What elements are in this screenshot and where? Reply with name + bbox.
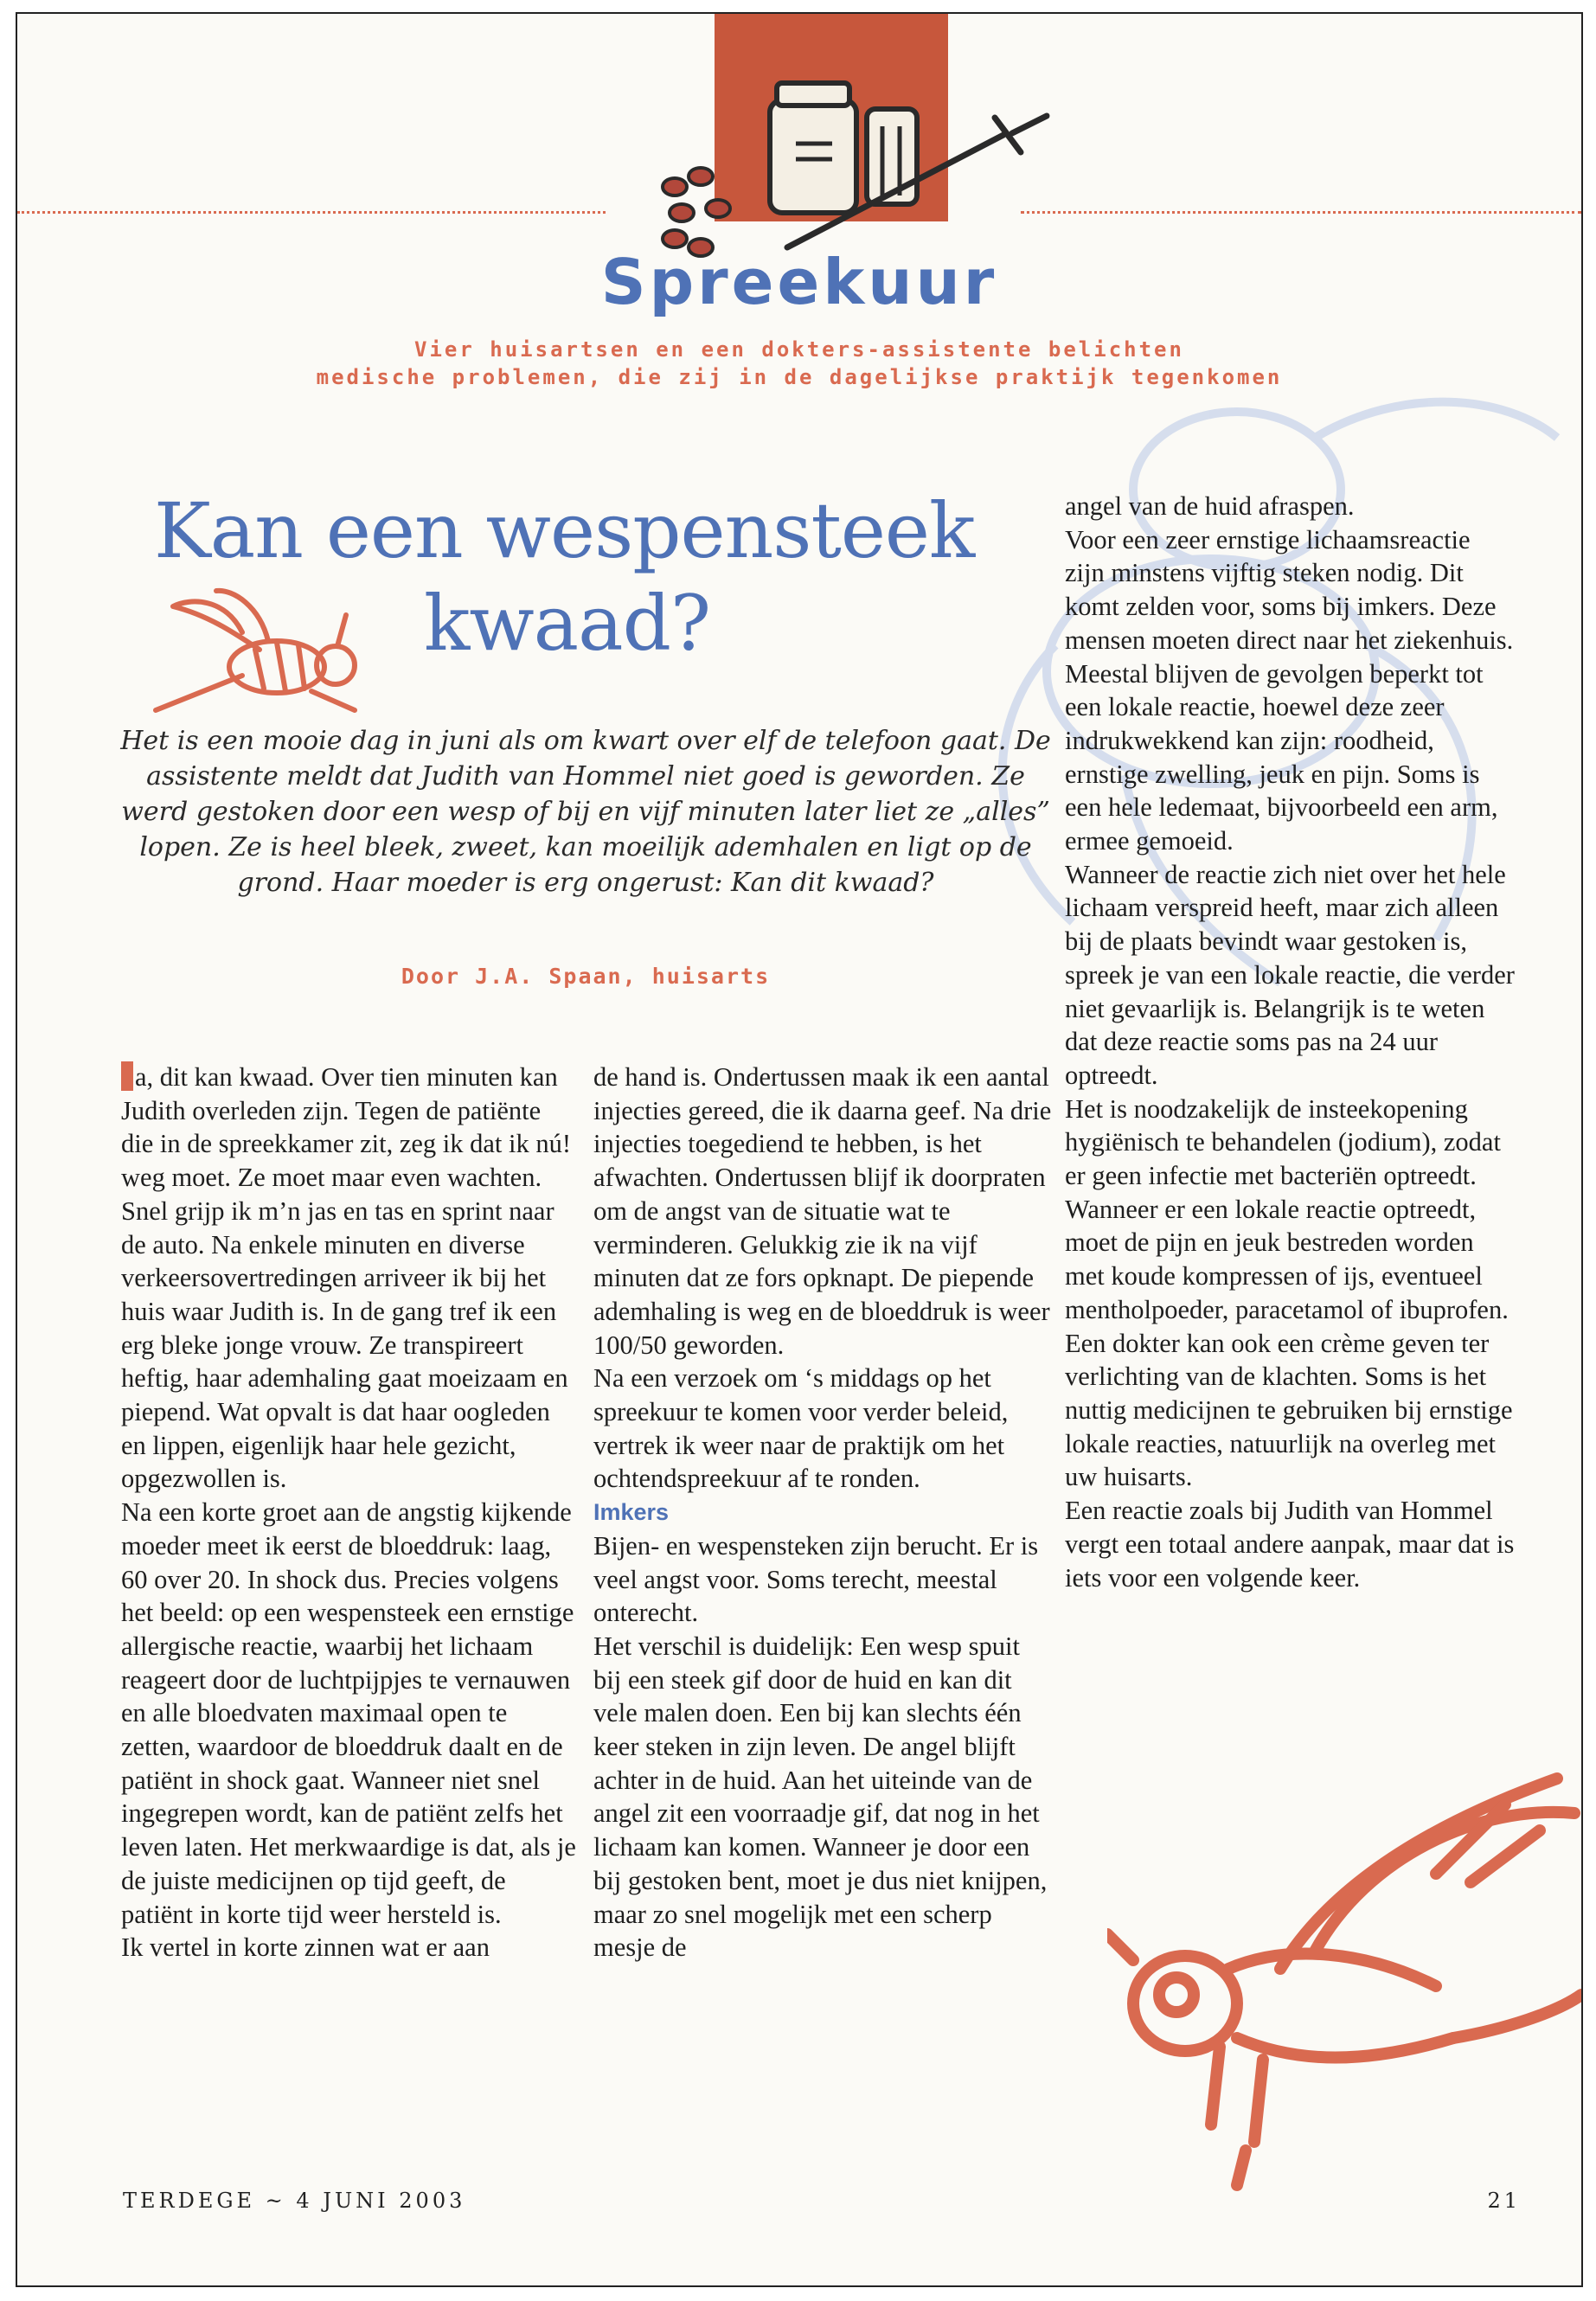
medicine-bottles-illustration [640,66,1073,265]
body-paragraph: Bijen- en wespensteken zijn berucht. Er is veel angst voor. Soms terecht, meestal onterecht. [593,1530,1039,1628]
footer-publication: TERDEGE ~ 4 JUNI 2003 [123,2189,466,2213]
body-column-3 [1065,490,1515,1594]
headline-line-1: Kan een wespensteek [154,486,975,575]
large-bee-illustration [1107,1753,1581,2202]
subheading: Imkers [593,1499,670,1526]
magazine-page [16,12,1583,2287]
body-paragraph: Ik vertel in korte zinnen wat er aan [121,1932,490,1963]
body-paragraph: Wanneer de reactie zich niet over het hele lichaam verspreid heeft, maar zich alleen bij de plaats bevindt waar gestoken is, spreek je van een lokale reactie, die verder niet gevaarlijk is. Belangrijk is te weten dat deze reactie soms pas na 24 uur optreedt. [1065,859,1515,1090]
byline: Door J.A. Spaan, huisarts [401,964,771,989]
body-paragraph: angel van de huid afraspen. [1065,491,1355,521]
body-paragraph: de hand is. Ondertussen maak ik een aantal injecties gereed, die ik daarna geef. Na drie injecties toegediend te hebben, is het afwachten. Ondertussen blijf ik doorpraten om de angst van de situatie wat te verminderen. Gelukkig zie ik na vijf minuten dat ze fors opknapt. De piepende ademhaling is weg en de bloeddruk is weer 100/50 geworden. [593,1062,1052,1360]
headline-line-2: kwaad? [424,579,711,668]
drop-cap [121,1061,133,1091]
body-paragraph: Na een verzoek om ‘s middags op het spreekuur te komen voor verder beleid, vertrek ik weer naar de praktijk om het ochtendspreekuur af te ronden. [593,1363,1009,1494]
dotted-rule-left [17,211,606,214]
small-wasp-illustration [138,580,381,719]
body-column-2 [593,1061,1052,1965]
body-text: a, dit kan kwaad. Over tien minuten kan Judith overleden zijn. Tegen de patiënte die in de spreekkamer zit, zeg ik dat ik nú! weg moet. Ze moet maar even wachten. Snel grijp ik m’n jas en tas en sprint naar de auto. Na enkele minuten en diverse verkeersovertredingen arriveer ik bij het huis waar Judith is. In de gang tref ik een erg bleke jonge vrouw. Ze transpireert heftig, haar ademhaling gaat moeizaam en piepend. Wat opvalt is dat haar oogleden en lippen, eigenlijk haar hele gezicht, opgezwollen is. [121,1062,572,1494]
section-subtitle [17,336,1581,391]
body-paragraph [121,1061,580,1496]
body-paragraph: Een reactie zoals bij Judith van Hommel vergt een totaal andere aanpak, maar dat is iets voor een volgende keer. [1065,1496,1515,1593]
body-paragraph: Voor een zeer ernstige lichaamsreactie zijn minstens vijftig steken nodig. Dit komt zelden voor, soms bij imkers. Deze mensen moeten direct naar het ziekenhuis. Meestal blijven de gevolgen beperkt tot een lokale reactie, hoewel deze zeer indrukwekkend kan zijn: roodheid, ernstige zwelling, jeuk en pijn. Soms is een hele ledemaat, bijvoorbeeld een arm, ermee gemoeid. [1065,524,1514,856]
body-paragraph: Na een korte groet aan de angstig kijkende moeder meet ik eerst de bloeddruk: laag, 60 over 20. In shock dus. Precies volgens het beeld: op een wespensteek een ernstige allergische reactie, waarbij het lichaam reageert door de luchtpijpjes te vernauwen en alle bloedvaten maximaal open te zetten, waardoor de bloeddruk daalt en de patiënt in shock gaat. Wanneer niet snel ingegrepen wordt, kan de patiënt zelfs het leven laten. Het merkwaardige is dat, als je de juiste medicijnen op tijd geeft, de patiënt in korte tijd weer hersteld is. [121,1497,576,1929]
section-subtitle-line-2: medische problemen, die zij in de dagelijkse praktijk tegenkomen [316,365,1283,389]
lead-paragraph: Het is een mooie dag in juni als om kwart over elf de telefoon gaat. De assistente meldt dat Judith van Hommel niet goed is geworden. Ze werd gestoken door een wesp of bij en vijf minuten later liet ze „alles” lopen. Ze is heel bleek, zweet, kan moeilijk ademhalen en ligt op de grond. Haar moeder is erg ongerust: Kan dit kwaad? [120,726,1051,898]
dotted-rule-right [1021,211,1581,214]
body-paragraph: Het is noodzakelijk de insteekopening hygiënisch te behandelen (jodium), zodat er geen infectie met bacteriën optreedt. Wanneer er een lokale reactie optreedt, moet de pijn en jeuk bestreden worden met koude kompressen of ijs, eventueel mentholpoeder, paracetamol of ibuprofen. Een dokter kan ook een crème geven ter verlichting van de klachten. Soms is het nuttig medicijnen te gebruiken bij ernstige lokale reacties, natuurlijk na overleg met uw huisarts. [1065,1093,1513,1492]
body-column-1 [121,1061,580,1965]
section-subtitle-line-1: Vier huisartsen en een dokters-assistente belichten [414,337,1184,362]
page-number: 21 [1487,2189,1521,2213]
section-title: Spreekuur [600,246,998,318]
body-paragraph: Het verschil is duidelijk: Een wesp spuit bij een steek gif door de huid en kan dit vele malen doen. Een bij kan slechts één keer steken in zijn leven. De angel blijft achter in de huid. Aan het uiteinde van de angel zit een voorraadje gif, dat nog in het lichaam kan komen. Wanneer je door een bij gestoken bent, moet je dus niet knijpen, maar zo snel mogelijk met een scherp mesje de [593,1631,1048,1963]
